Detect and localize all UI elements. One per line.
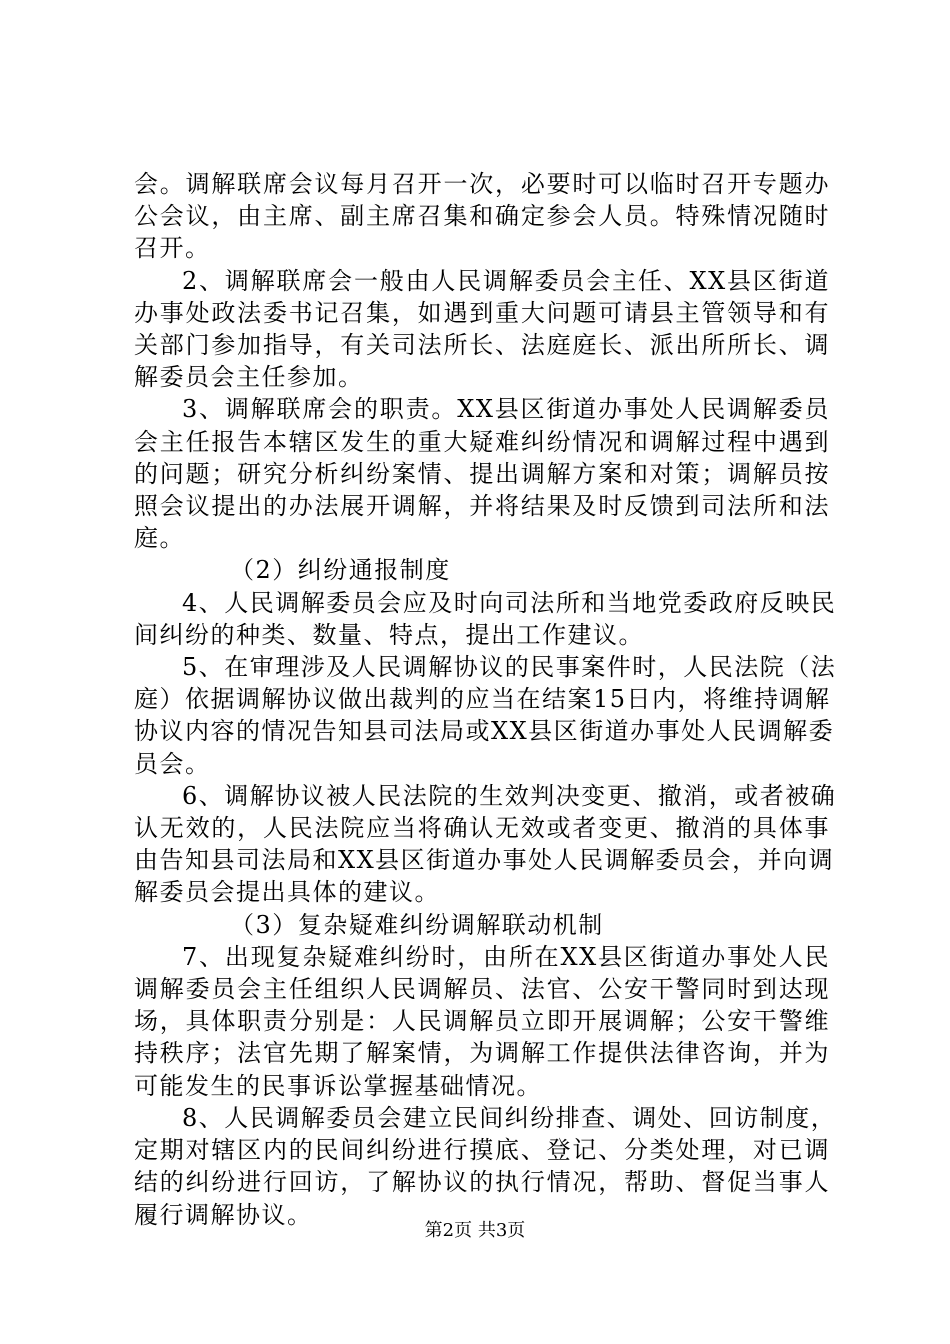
paragraph-line: 2、调解联席会一般由人民调解委员会主任、XX县区街道	[182, 266, 830, 295]
paragraph-line: 公会议，由主席、副主席召集和确定参会人员。特殊情况随时	[134, 202, 830, 231]
paragraph-line: 解委员会主任参加。	[134, 363, 364, 392]
paragraph-line: 场，具体职责分别是：人民调解员立即开展调解；公安干警维	[134, 1007, 830, 1036]
paragraph-line: 调解委员会主任组织人民调解员、法官、公安干警同时到达现	[134, 975, 830, 1004]
paragraph-line: 8、人民调解委员会建立民间纠纷排查、调处、回访制度，	[182, 1103, 837, 1132]
paragraph-line: 7、出现复杂疑难纠纷时，由所在XX县区街道办事处人民	[182, 942, 830, 971]
paragraph-line: 会主任报告本辖区发生的重大疑难纠纷情况和调解过程中遇到	[134, 427, 830, 456]
paragraph	[134, 393, 830, 554]
paragraph-line: 庭）依据调解协议做出裁判的应当在结案15日内，将维持调解	[134, 685, 831, 714]
paragraph-line: 的问题；研究分析纠纷案情、提出调解方案和对策；调解员按	[134, 459, 830, 488]
paragraph-line: 定期对辖区内的民间纠纷进行摸底、登记、分类处理，对已调	[134, 1136, 830, 1165]
paragraph-line: 协议内容的情况告知县司法局或XX县区街道办事处人民调解委	[134, 717, 835, 746]
paragraph-line: 持秩序；法官先期了解案情，为调解工作提供法律咨询，并为	[134, 1039, 830, 1068]
paragraph-line: 办事处政法委书记召集，如遇到重大问题可请县主管领导和有	[134, 298, 830, 327]
paragraph-line: （3）复杂疑难纠纷调解联动机制	[230, 910, 604, 939]
paragraph-line: 履行调解协议。	[134, 1200, 313, 1229]
paragraph-line: 照会议提出的办法展开调解，并将结果及时反馈到司法所和法	[134, 492, 830, 521]
paragraph-line: 解委员会提出具体的建议。	[134, 878, 440, 907]
paragraph-line: 6、调解协议被人民法院的生效判决变更、撤消，或者被确	[182, 781, 837, 810]
paragraph-line: 4、人民调解委员会应及时向司法所和当地党委政府反映民	[182, 588, 837, 617]
paragraph-line: 员会。	[134, 749, 211, 778]
paragraph	[134, 651, 837, 780]
paragraph-line: （2）纠纷通报制度	[230, 556, 451, 585]
paragraph-line: 认无效的，人民法院应当将确认无效或者变更、撤消的具体事	[134, 814, 830, 843]
paragraph	[134, 909, 830, 941]
paragraph	[134, 941, 830, 1102]
paragraph-line: 结的纠纷进行回访，了解协议的执行情况，帮助、督促当事人	[134, 1168, 830, 1197]
paragraph	[134, 587, 837, 651]
paragraph-line: 庭。	[134, 524, 185, 553]
paragraph	[134, 1102, 837, 1231]
paragraph-line: 召开。	[134, 234, 211, 263]
paragraph-line: 由告知县司法局和XX县区街道办事处人民调解委员会，并向调	[134, 846, 835, 875]
page-footer: 第2页 共3页	[424, 1220, 526, 1241]
paragraph-line: 5、在审理涉及人民调解协议的民事案件时，人民法院（法	[182, 653, 837, 682]
paragraph	[134, 780, 837, 909]
document-body	[134, 168, 837, 1231]
paragraph-line: 间纠纷的种类、数量、特点，提出工作建议。	[134, 620, 644, 649]
paragraph	[134, 554, 830, 586]
paragraph-line: 3、调解联席会的职责。XX县区街道办事处人民调解委员	[182, 395, 830, 424]
paragraph	[134, 168, 830, 265]
paragraph-line: 关部门参加指导，有关司法所长、法庭庭长、派出所所长、调	[134, 331, 830, 360]
paragraph-line: 会。调解联席会议每月召开一次，必要时可以临时召开专题办	[134, 170, 830, 198]
paragraph	[134, 265, 830, 394]
paragraph-line: 可能发生的民事诉讼掌握基础情况。	[134, 1071, 542, 1100]
